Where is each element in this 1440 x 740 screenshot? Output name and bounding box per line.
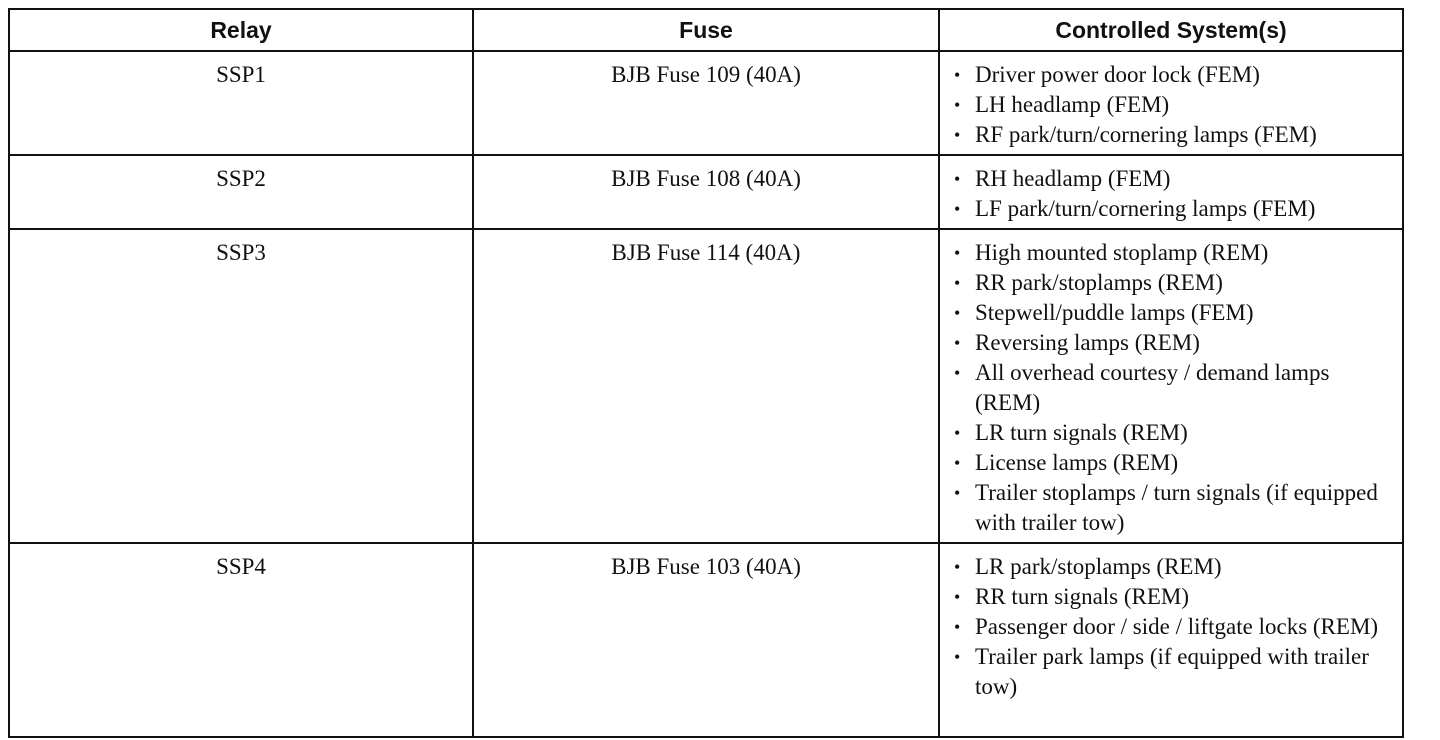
bullet-icon: • [954,65,961,85]
systems-list [950,60,1396,150]
list-item [950,478,1396,538]
list-item [950,448,1396,478]
system-text: LH headlamp (FEM) [975,92,1170,117]
relay-fuse-table [8,8,1404,738]
table-row [9,229,1403,543]
list-item [950,60,1396,90]
bullet-icon: • [954,169,961,189]
system-text: High mounted stoplamp (REM) [975,240,1269,265]
relay-cell: SSP2 [9,155,473,229]
fuse-cell: BJB Fuse 114 (40A) [473,229,939,543]
system-text: LR park/stoplamps (REM) [975,554,1222,579]
header-fuse: Fuse [473,9,939,51]
bullet-icon: • [954,557,961,577]
header-controlled-systems: Controlled System(s) [939,9,1403,51]
header-relay: Relay [9,9,473,51]
table-row [9,51,1403,155]
list-item [950,642,1396,702]
relay-cell: SSP4 [9,543,473,737]
bullet-icon: • [954,363,961,383]
system-text: RR park/stoplamps (REM) [975,270,1223,295]
controlled-systems-cell [939,229,1403,543]
list-item [950,268,1396,298]
fuse-cell: BJB Fuse 109 (40A) [473,51,939,155]
system-text: LR turn signals (REM) [975,420,1188,445]
bullet-icon: • [954,273,961,293]
list-item [950,238,1396,268]
list-item [950,358,1396,418]
system-text: RR turn signals (REM) [975,584,1190,609]
bullet-icon: • [954,333,961,353]
bullet-icon: • [954,483,961,503]
system-text: RH headlamp (FEM) [975,166,1171,191]
header-row [9,9,1403,51]
system-text: Reversing lamps (REM) [975,330,1200,355]
controlled-systems-cell [939,543,1403,737]
list-item [950,90,1396,120]
list-item [950,194,1396,224]
system-text: Passenger door / side / liftgate locks (REM) [975,614,1379,639]
controlled-systems-cell [939,155,1403,229]
list-item [950,328,1396,358]
systems-list [950,238,1396,538]
list-item [950,582,1396,612]
table-row [9,155,1403,229]
fuse-cell: BJB Fuse 103 (40A) [473,543,939,737]
list-item [950,120,1396,150]
system-text: Driver power door lock (FEM) [975,62,1260,87]
relay-cell: SSP3 [9,229,473,543]
systems-list [950,552,1396,702]
list-item [950,612,1396,642]
bullet-icon: • [954,199,961,219]
system-text: LF park/turn/cornering lamps (FEM) [975,196,1316,221]
controlled-systems-cell [939,51,1403,155]
relay-cell: SSP1 [9,51,473,155]
list-item [950,418,1396,448]
system-text: Trailer park lamps (if equipped with trailer tow) [975,644,1369,699]
fuse-cell: BJB Fuse 108 (40A) [473,155,939,229]
system-text: License lamps (REM) [975,450,1179,475]
system-text: RF park/turn/cornering lamps (FEM) [975,122,1317,147]
bullet-icon: • [954,303,961,323]
system-text: Stepwell/puddle lamps (FEM) [975,300,1254,325]
bullet-icon: • [954,243,961,263]
systems-list [950,164,1396,224]
bullet-icon: • [954,647,961,667]
bullet-icon: • [954,95,961,115]
bullet-icon: • [954,587,961,607]
system-text: Trailer stoplamps / turn signals (if equipped with trailer tow) [975,480,1378,535]
list-item [950,552,1396,582]
list-item [950,164,1396,194]
table-row [9,543,1403,737]
bullet-icon: • [954,125,961,145]
bullet-icon: • [954,453,961,473]
list-item [950,298,1396,328]
bullet-icon: • [954,423,961,443]
bullet-icon: • [954,617,961,637]
system-text: All overhead courtesy / demand lamps (REM) [975,360,1330,415]
